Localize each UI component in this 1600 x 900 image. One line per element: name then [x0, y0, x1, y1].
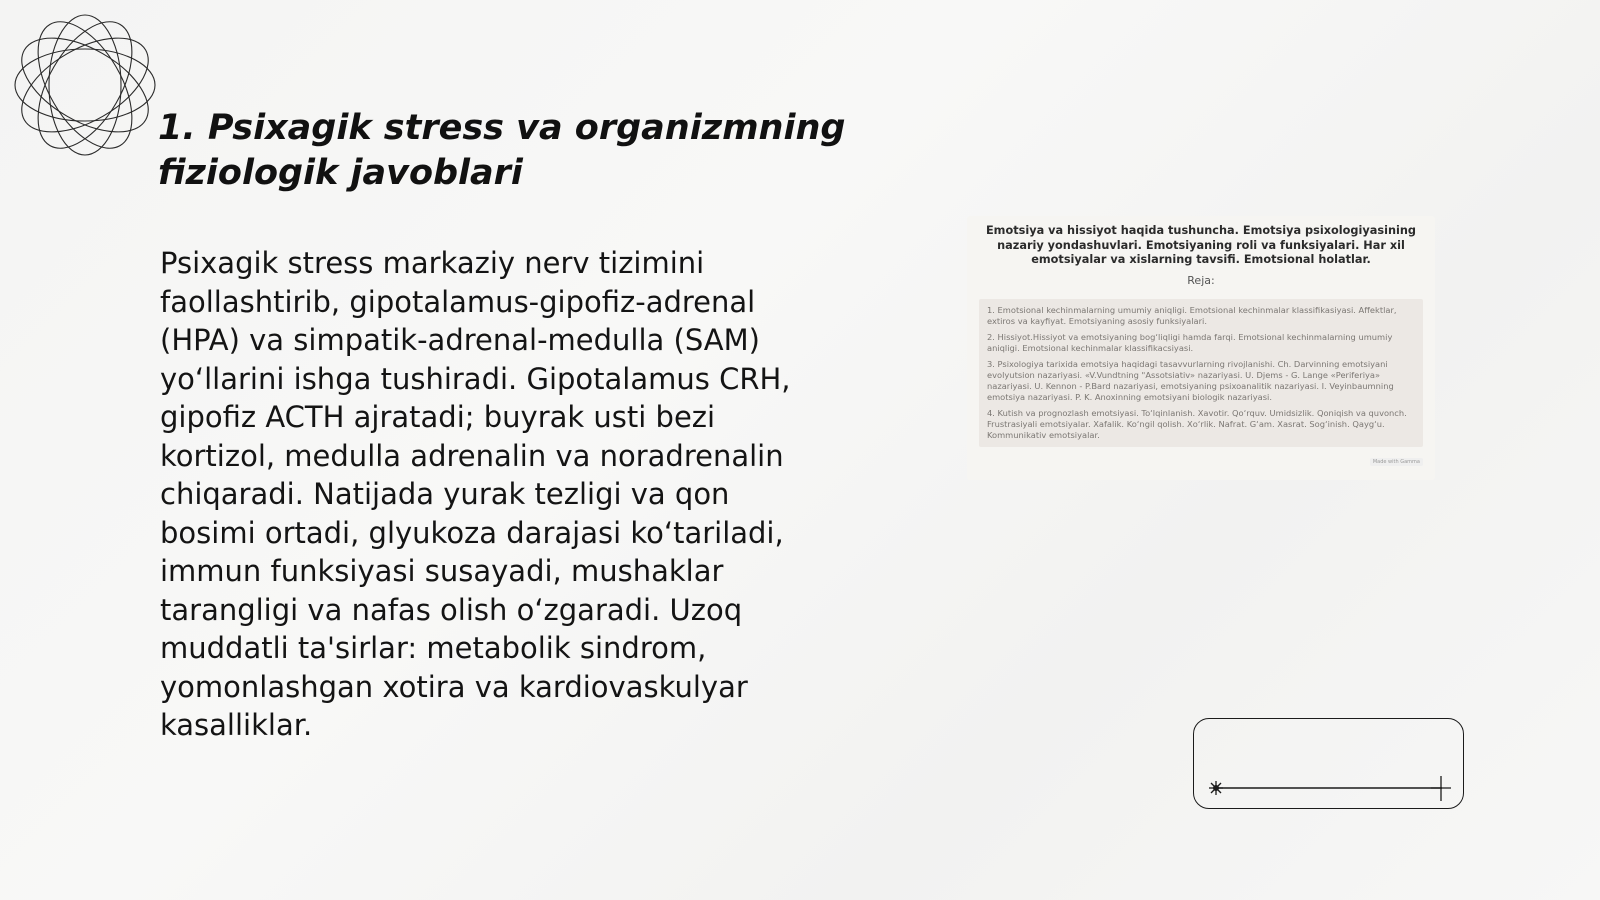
outline-item: 2. Hissiyot.Hissiyot va emotsiyaning bog‘liqligi hamda farqi. Emotsional kechinmalarning umumiy aniqligi. Emotsional kechinmalar klassifikacsiyasi.: [987, 331, 1393, 353]
decorative-rings-icon: [10, 10, 160, 160]
outline-item: 3. Psixologiya tarixida emotsiya haqidagi tasavvurlarning rivojlanishi. Ch. Darvinning emotsiyani evolyutsion nazariyasi. «V.Vundtning "Assotsiativ» nazariyasi. U. Djems - G. Lange «Periferiya» nazariyasi. U. Kennon - P.Bard nazariyasi, emotsiyaning psixoanalitik nazariyasi. I. Veyinbaumning emotsiya nazariyasi. P. K. Anoxinning emotsiyani biologik nazariyasi.: [987, 358, 1394, 402]
slide-body-text: Psixagik stress markaziy nerv tizimini faollashtirib, gipotalamus-gipofiz-adrenal (HPA) va simpatik-adrenal-medulla (SAM) yo‘llarini ishga tushiradi. Gipotalamus CRH, gipofiz ACTH ajratadi; buyrak usti bezi kortizol, medulla adrenalin va noradrenalin chiqaradi. Natijada yurak tezligi va qon bosimi ortadi, glyukoza darajasi ko‘tariladi, immun funksiyasi susayadi, mushaklar tarangligi va nafas olish o‘zgaradi. Uzoq muddatli ta'sirlar: metabolik sindrom, yomonlashgan xotira va kardiovaskulyar kasalliklar.: [160, 246, 791, 742]
document-subtitle: Reja:: [1187, 273, 1215, 287]
timeline-line-icon: [1194, 719, 1465, 810]
slide-title: 1. Psixagik stress va organizmning fiziologik javoblari: [158, 108, 846, 193]
document-outline: [979, 299, 1423, 447]
document-title: Emotsiya va hissiyot haqida tushuncha. Emotsiya psixologiyasining nazariy yondashuvlari. Emotsiyaning roli va funksiyalari. Har xil emotsiyalar va xislarning tavsifi. Emotsional holatlar.: [985, 224, 1417, 266]
outline-item: 4. Kutish va prognozlash emotsiyasi. To‘lqinlanish. Xavotir. Qo‘rquv. Umidsizlik. Qoniqish va quvonch. Frustrasiyali emotsiyalar. Xafalik. Ko‘ngil qolish. Xo‘rlik. Nafrat. G‘am. Xasrat. Sog‘inish. Qayg‘u. Kommunikativ emotsiyalar.: [987, 407, 1407, 440]
document-thumbnail[interactable]: [967, 216, 1435, 480]
outline-item: 1. Emotsional kechinmalarning umumiy aniqligi. Emotsional kechinmalar klassifikasiyasi. Affektlar, extiros va kayfiyat. Emotsiyaning asosiy funksiyalari.: [987, 304, 1397, 326]
made-with-badge: Made with Gamma: [1370, 458, 1423, 466]
timeline-decoration: [1193, 718, 1464, 809]
